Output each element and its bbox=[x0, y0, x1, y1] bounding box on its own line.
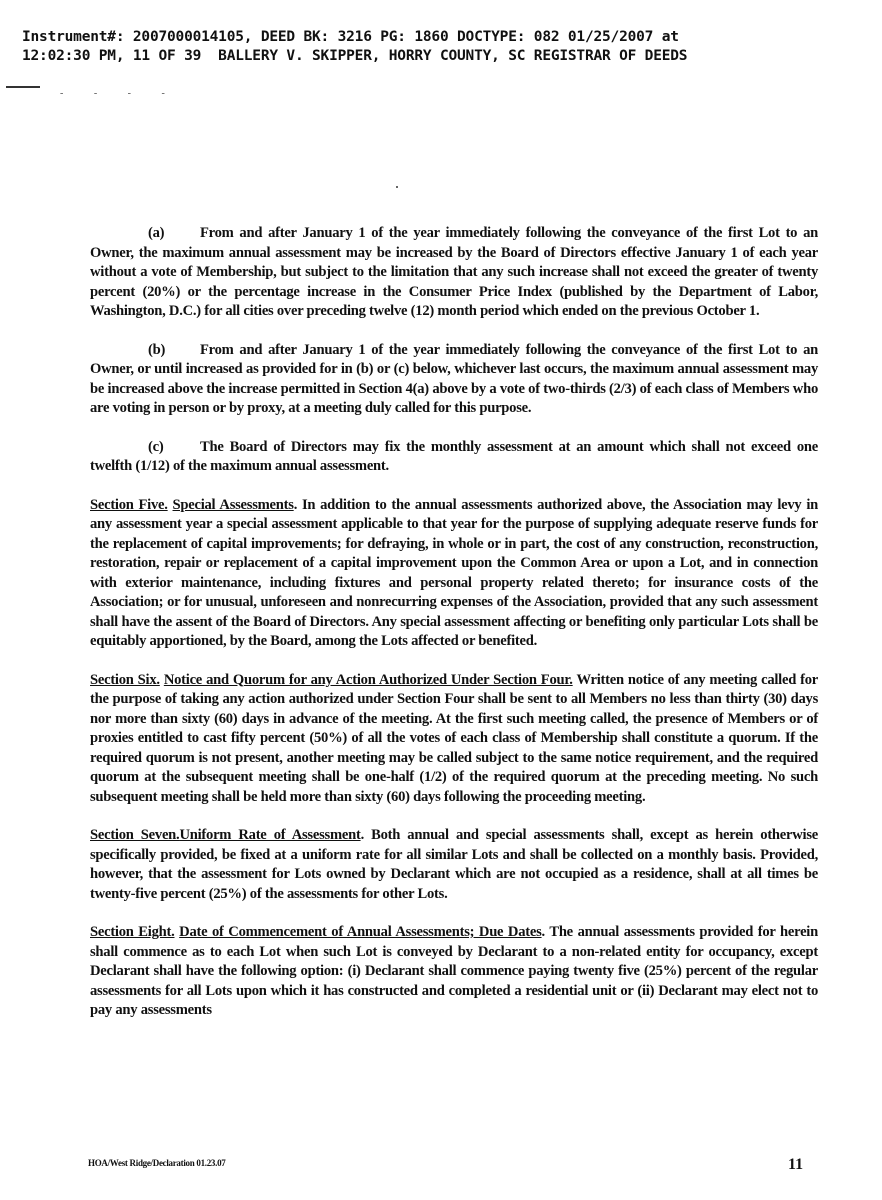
document-body bbox=[90, 224, 818, 1021]
paragraph-c-label: (c) bbox=[148, 438, 164, 455]
paragraph-a-label: (a) bbox=[148, 225, 165, 241]
recording-stamp-line-1: Instrument#: 2007000014105, DEED BK: 3216 PG: 1860 DOCTYPE: 082 01/25/2007 at bbox=[22, 29, 679, 45]
scan-dots: - - - - bbox=[60, 88, 179, 99]
section-six-text: Written notice of any meeting called for the purpose of taking any action authorized under Section Four shall be sent to all Members no less than thirty (30) days nor more than sixty (60) days in advance of the meeting. At the first such meeting called, the presence of Members or of proxies entitled to cast fifty percent (50%) of all the votes of each class of Membership shall constitute a quorum. If the required quorum is not present, another meeting may be called subject to the same notice requirement, and the required quorum at the subsequent meeting shall be one-half (1/2) of the required quorum at the preceding meeting. No such subsequent meeting shall be held more than sixty (60) days following the proceeding meeting. bbox=[90, 671, 818, 805]
section-six bbox=[90, 671, 818, 808]
section-eight-text: . The annual assessments provided for herein shall commence as to each Lot when such Lot is conveyed by Declarant to a non-related entity for occupancy, except Declarant shall have the following option: (i) Declarant shall commence paying twenty five (25%) percent of the regular assessments for all Lots upon which it has constructed and completed a residential unit or (ii) Declarant may elect not to pay any assessments bbox=[90, 924, 818, 1018]
paragraph-b-label: (b) bbox=[148, 341, 166, 358]
section-five-text: . In addition to the annual assessments authorized above, the Association may levy in any assessment year a special assessment applicable to that year for the purpose of supplying adequate reserve funds for the replacement of capital improvements; for defraying, in whole or in part, the cost of any construction, reconstruction, restoration, repair or replacement of a capital improvement upon the Common Area or upon a Lot, and in connection with exterior maintenance, including fixtures and personal property related thereto; for insurance costs of the Association; or for unusual, unforeseen and nonrecurring expenses of the Association, provided that any such assessment shall have the assent of the Board of Directors. Any special assessment affecting or benefiting only particular Lots shall be equitably apportioned, by the Board, among the Lots affected or benefited. bbox=[90, 496, 818, 649]
section-seven-number: Section Seven. bbox=[90, 827, 180, 843]
recording-stamp-line-2: 12:02:30 PM, 11 OF 39 BALLERY V. SKIPPER, HORRY COUNTY, SC REGISTRAR OF DEEDS bbox=[22, 48, 688, 64]
paragraph-a-text: From and after January 1 of the year immediately following the conveyance of the first Lot to an Owner, the maximum annual assessment may be increased by the Board of Directors effective January 1 of each year without a vote of Membership, but subject to the limitation that any such increase shall not exceed the greater of twenty percent (20%) or the percentage increase in the Consumer Price Index (published by the Department of Labor, Washington, D.C.) for all cities over preceding twelve (12) month period which ended on the previous October 1. bbox=[90, 225, 818, 319]
recording-stamp bbox=[22, 28, 862, 66]
scan-speck bbox=[396, 186, 398, 188]
paragraph-b-text: From and after January 1 of the year immediately following the conveyance of the first Lot to an Owner, or until increased as provided for in (b) or (c) below, whichever last occurs, the maximum annual assessment may be increased above the increase permitted in Section 4(a) above by a vote of two-thirds (2/3) of each class of Members who are voting in person or by proxy, at a meeting duly called for this purpose. bbox=[90, 341, 818, 416]
section-eight-number: Section Eight. bbox=[90, 924, 175, 940]
section-eight bbox=[90, 923, 818, 1021]
section-five-number: Section Five. bbox=[90, 496, 168, 513]
section-seven-text: . Both annual and special assessments shall, except as herein otherwise specifically provided, be fixed at a uniform rate for all similar Lots and shall be collected on a monthly basis. Provided, however, that the assessment for Lots owned by Declarant which are not occupied as a residence, shall at all times be twenty-five percent (25%) of the assessments for other Lots. bbox=[90, 827, 818, 902]
section-five bbox=[90, 496, 818, 652]
section-seven bbox=[90, 826, 818, 904]
scan-mark bbox=[6, 86, 40, 88]
section-six-title: Notice and Quorum for any Action Authorized Under Section Four. bbox=[163, 671, 573, 688]
paragraph-a bbox=[90, 224, 818, 322]
document-reference: HOA/West Ridge/Declaration 01.23.07 bbox=[88, 1158, 226, 1168]
paragraph-c-text: The Board of Directors may fix the monthly assessment at an amount which shall not exceed one twelfth (1/12) of the maximum annual assessment. bbox=[90, 438, 818, 474]
section-eight-title: Date of Commencement of Annual Assessments; Due Dates bbox=[179, 924, 542, 940]
paragraph-c bbox=[90, 438, 818, 477]
section-seven-title: Uniform Rate of Assessment bbox=[179, 827, 361, 843]
page-number: 11 bbox=[788, 1156, 804, 1173]
section-six-number: Section Six. bbox=[90, 671, 160, 688]
section-five-title: Special Assessments bbox=[172, 496, 294, 513]
paragraph-b bbox=[90, 341, 818, 419]
